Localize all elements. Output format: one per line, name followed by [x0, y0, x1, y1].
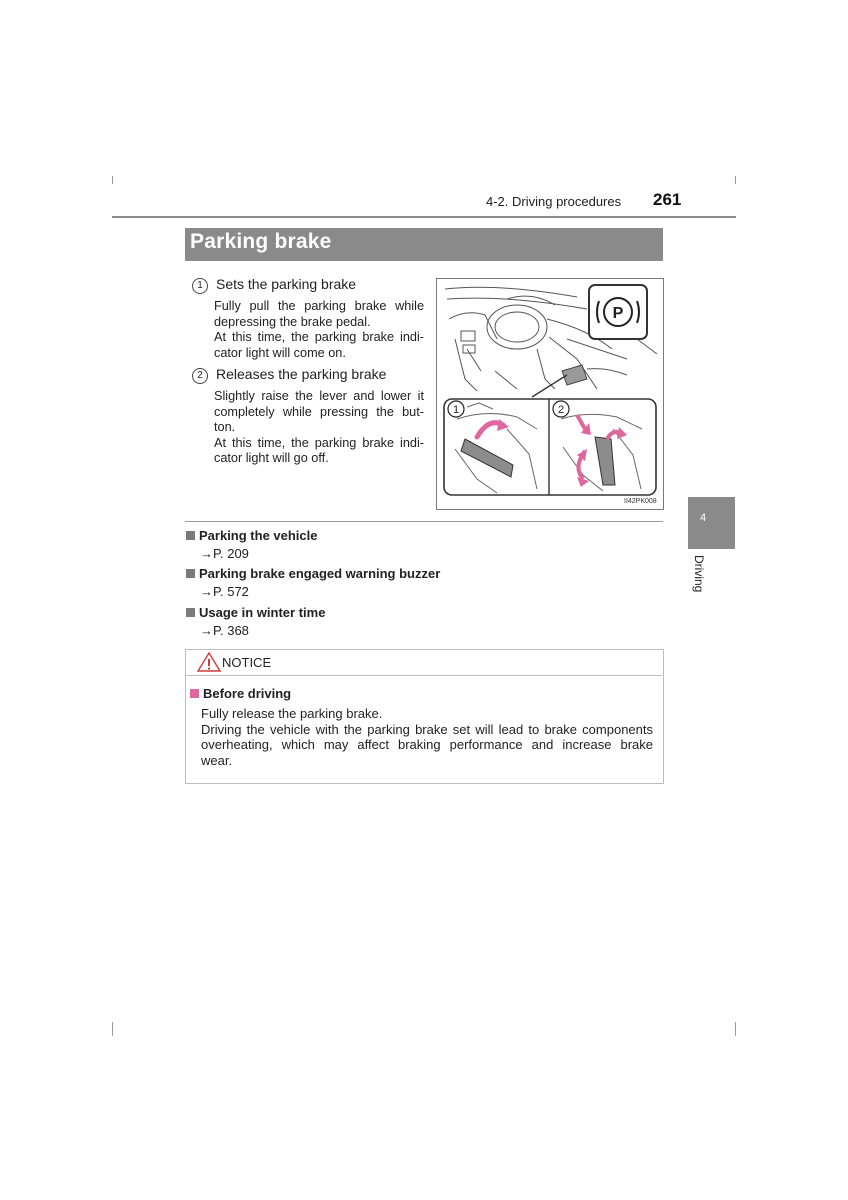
page-number: 261	[653, 190, 682, 209]
parking-brake-illustration	[436, 278, 664, 510]
notice-text	[201, 706, 653, 768]
figure-code: II42PK008	[624, 498, 657, 505]
step-heading-text: Releases the parking brake	[216, 366, 387, 382]
notice-heading: Before driving	[190, 686, 291, 701]
chapter-number: 4	[700, 512, 707, 524]
body-line: At this time, the parking brake indi-	[214, 435, 424, 450]
notice-divider	[186, 675, 662, 676]
page-reference: →P. 209	[200, 546, 249, 561]
inset-label: 1	[452, 404, 460, 416]
related-item-heading: Parking the vehicle	[186, 528, 318, 543]
body-line: ton.	[214, 420, 236, 434]
warning-triangle-icon	[197, 652, 221, 677]
notice-line: Fully release the parking brake.	[201, 706, 383, 721]
bullet-square-icon	[186, 569, 195, 578]
body-line: Fully pull the parking brake while	[214, 299, 424, 313]
body-line: completely while pressing the but-	[214, 404, 424, 419]
bullet-square-icon	[186, 531, 195, 540]
step-number-badge: 2	[192, 368, 208, 384]
inset-label: 2	[557, 404, 565, 416]
step-1-heading	[192, 276, 356, 294]
header-rule	[112, 216, 736, 218]
crop-mark	[735, 1022, 736, 1036]
page-reference: →P. 368	[200, 623, 249, 638]
crop-mark	[735, 176, 736, 184]
parking-indicator-icon: P	[612, 305, 624, 322]
notice-label: NOTICE	[222, 655, 272, 670]
notice-line: Driving the vehicle with the parking brake set will lead to brake components	[201, 721, 653, 737]
body-line: depressing the brake pedal.	[214, 314, 371, 329]
page-reference: →P. 572	[200, 584, 249, 599]
page-title: Parking brake	[190, 230, 332, 253]
step-2-body	[214, 389, 424, 467]
body-line: At this time, the parking brake indi-	[214, 330, 424, 344]
step-heading-text: Sets the parking brake	[216, 276, 357, 292]
bullet-square-icon	[186, 608, 195, 617]
notice-line: overheating, which may affect braking performance and increase brake	[201, 737, 653, 753]
step-number-badge: 1	[192, 278, 208, 294]
chapter-tab	[688, 497, 735, 549]
section-divider	[185, 521, 663, 522]
crop-mark	[112, 1022, 113, 1036]
step-2-heading	[192, 366, 386, 384]
notice-line: wear.	[201, 752, 233, 768]
related-item-heading: Usage in winter time	[186, 605, 325, 620]
body-line: cator light will go off.	[214, 451, 329, 465]
section-label: 4-2. Driving procedures	[486, 194, 622, 209]
step-1-body	[214, 299, 424, 361]
chapter-label: Driving	[692, 555, 706, 593]
crop-mark	[112, 176, 113, 184]
body-line: Slightly raise the lever and lower it	[214, 389, 424, 403]
bullet-square-icon	[190, 689, 199, 698]
body-line: cator light will come on.	[214, 345, 346, 360]
related-item-heading: Parking brake engaged warning buzzer	[186, 566, 440, 581]
